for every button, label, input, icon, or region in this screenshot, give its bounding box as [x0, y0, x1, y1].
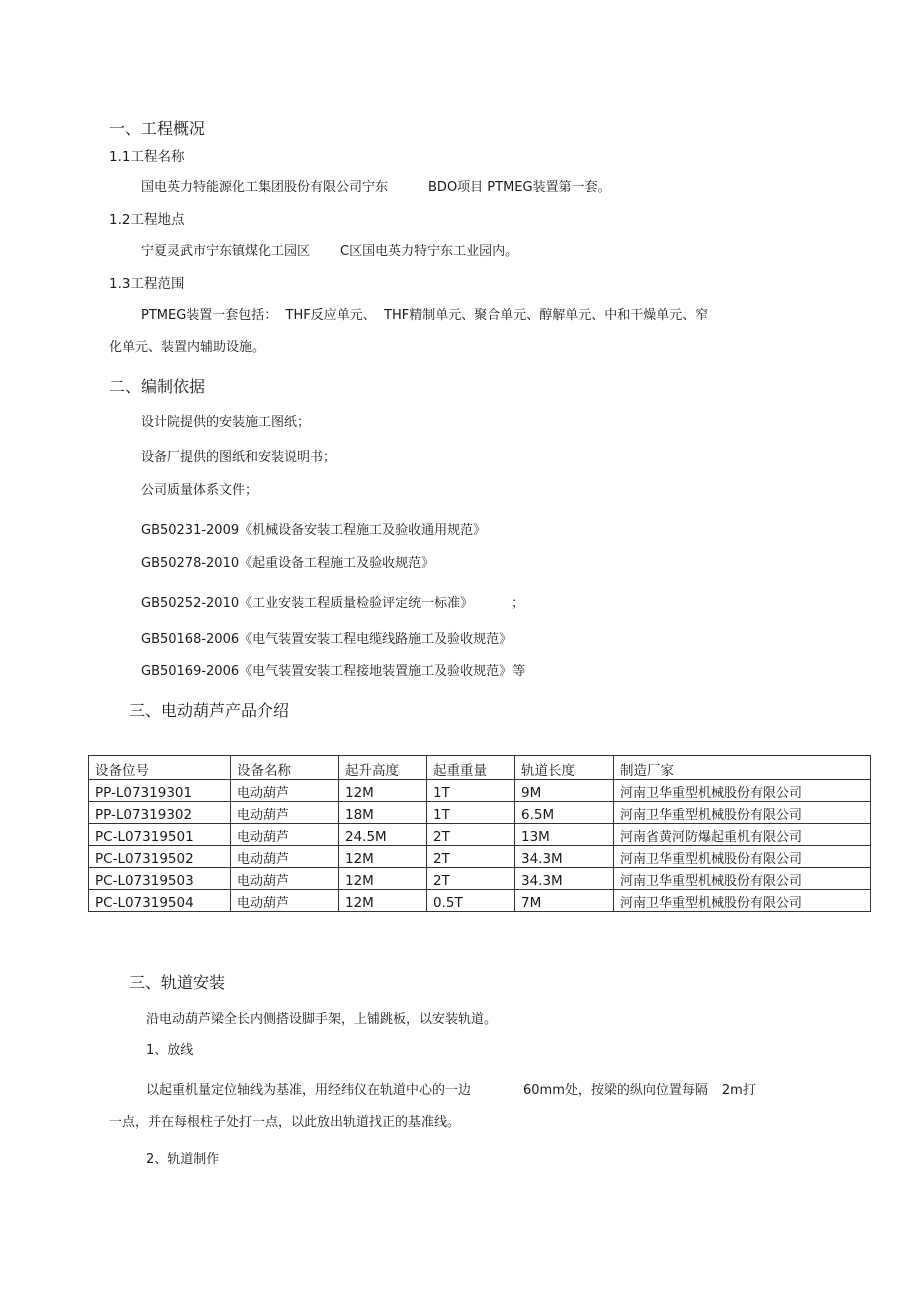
col-header-lift-height: 起升高度	[339, 756, 427, 780]
cell-lift-height: 18M	[339, 802, 427, 824]
standard-item: GB50168-2006《电气装置安装工程电缆线路施工及验收规范》	[141, 632, 513, 647]
table-row	[89, 890, 871, 912]
cell-manufacturer: 河南卫华重型机械股份有限公司	[614, 868, 871, 890]
cell-manufacturer: 河南卫华重型机械股份有限公司	[614, 890, 871, 912]
project-scope-heading: 1.3工程范围	[109, 276, 185, 292]
cell-lift-height: 24.5M	[339, 824, 427, 846]
project-name-text	[141, 180, 611, 196]
cell-tag: PC-L07319503	[89, 868, 231, 890]
equipment-table	[88, 755, 871, 912]
section4-heading: 三、轨道安装	[129, 973, 226, 992]
cell-load: 1T	[427, 780, 515, 802]
cell-lift-height: 12M	[339, 846, 427, 868]
section2-heading: 二、编制依据	[109, 377, 206, 396]
cell-name: 电动葫芦	[231, 846, 339, 868]
cell-track-length: 34.3M	[515, 846, 614, 868]
basis-item: 公司质量体系文件；	[141, 483, 259, 498]
cell-manufacturer: 河南卫华重型机械股份有限公司	[614, 780, 871, 802]
standard-item	[141, 596, 524, 612]
cell-name: 电动葫芦	[231, 868, 339, 890]
section1-heading: 一、工程概况	[109, 119, 206, 138]
standard-item: GB50169-2006《电气装置安装工程接地装置施工及验收规范》等	[141, 664, 526, 679]
cell-tag: PC-L07319502	[89, 846, 231, 868]
cell-lift-height: 12M	[339, 780, 427, 802]
step2-heading: 2、轨道制作	[146, 1152, 220, 1167]
col-header-tag: 设备位号	[89, 756, 231, 780]
cell-tag: PP-L07319301	[89, 780, 231, 802]
basis-item: 设备厂提供的图纸和安装说明书；	[141, 450, 337, 465]
project-name-heading: 1.1工程名称	[109, 149, 185, 165]
col-header-load: 起重重量	[427, 756, 515, 780]
basis-item: 设计院提供的安装施工图纸；	[141, 415, 311, 430]
cell-track-length: 13M	[515, 824, 614, 846]
cell-manufacturer: 河南省黄河防爆起重机有限公司	[614, 824, 871, 846]
cell-tag: PC-L07319501	[89, 824, 231, 846]
standard-item-text: GB50252-2010《工业安装工程质量检验评定统一标准》	[141, 596, 474, 611]
table-row	[89, 824, 871, 846]
table-header-row	[89, 756, 871, 780]
col-header-name: 设备名称	[231, 756, 339, 780]
step1-heading: 1、放线	[146, 1043, 194, 1058]
cell-load: 2T	[427, 824, 515, 846]
step1-line1-a: 以起重机量定位轴线为基准，用经纬仪在轨道中心的一边	[146, 1083, 472, 1098]
cell-name: 电动葫芦	[231, 824, 339, 846]
table-row	[89, 846, 871, 868]
col-header-manufacturer: 制造厂家	[614, 756, 871, 780]
cell-track-length: 9M	[515, 780, 614, 802]
cell-track-length: 7M	[515, 890, 614, 912]
cell-name: 电动葫芦	[231, 802, 339, 824]
cell-lift-height: 12M	[339, 890, 427, 912]
cell-load: 0.5T	[427, 890, 515, 912]
project-location-text-a: 宁夏灵武市宁东镇煤化工园区	[141, 244, 311, 259]
cell-manufacturer: 河南卫华重型机械股份有限公司	[614, 846, 871, 868]
table-row	[89, 780, 871, 802]
cell-track-length: 34.3M	[515, 868, 614, 890]
cell-lift-height: 12M	[339, 868, 427, 890]
table-row	[89, 802, 871, 824]
cell-load: 2T	[427, 868, 515, 890]
cell-name: 电动葫芦	[231, 780, 339, 802]
standard-item: GB50278-2010《起重设备工程施工及验收规范》	[141, 556, 435, 571]
standard-item-suffix: ；	[511, 596, 525, 611]
project-name-text-a: 国电英力特能源化工集团股份有限公司宁东	[141, 180, 389, 195]
project-scope-line1: PTMEG装置一套包括： THF反应单元、 THF精制单元、聚合单元、醇解单元、中和干燥单元、窄	[141, 308, 709, 323]
project-scope-line2: 化单元、装置内辅助设施。	[109, 340, 266, 355]
project-location-text-b: C区国电英力特宁东工业园内。	[340, 244, 519, 259]
cell-track-length: 6.5M	[515, 802, 614, 824]
standard-item: GB50231-2009《机械设备安装工程施工及验收通用规范》	[141, 523, 487, 538]
project-name-text-b: BDO项目 PTMEG装置第一套。	[428, 180, 611, 195]
step1-line1-b: 60mm处，按梁的纵向位置每隔	[523, 1083, 708, 1098]
project-location-text	[141, 244, 518, 260]
cell-tag: PP-L07319302	[89, 802, 231, 824]
step1-line1	[146, 1083, 756, 1099]
step1-line2: 一点，并在每根柱子处打一点，以此放出轨道找正的基准线。	[109, 1115, 461, 1130]
section3-heading: 三、电动葫芦产品介绍	[129, 701, 290, 720]
cell-tag: PC-L07319504	[89, 890, 231, 912]
cell-manufacturer: 河南卫华重型机械股份有限公司	[614, 802, 871, 824]
project-location-heading: 1.2工程地点	[109, 212, 185, 228]
table-row	[89, 868, 871, 890]
track-intro: 沿电动葫芦梁全长内侧搭设脚手架，上铺跳板，以安装轨道。	[146, 1012, 498, 1027]
cell-load: 1T	[427, 802, 515, 824]
cell-load: 2T	[427, 846, 515, 868]
col-header-track-length: 轨道长度	[515, 756, 614, 780]
step1-line1-c: 2m打	[721, 1083, 756, 1098]
cell-name: 电动葫芦	[231, 890, 339, 912]
